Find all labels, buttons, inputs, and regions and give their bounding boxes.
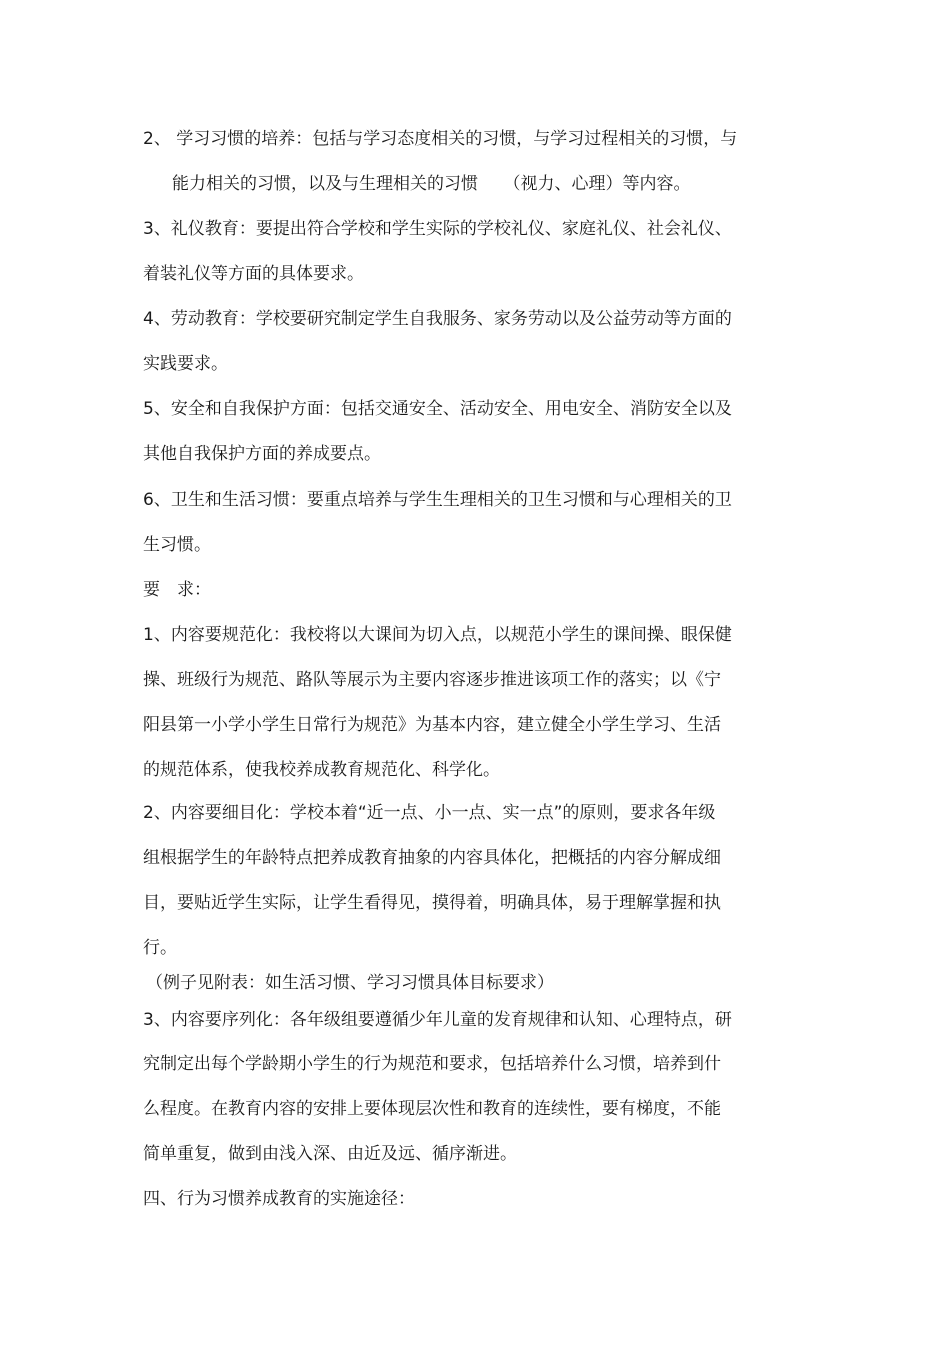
paragraph-line: 着装礼仪等方面的具体要求。 (143, 264, 364, 284)
paragraph-line: 1、内容要规范化：我校将以大课间为切入点，以规范小学生的课间操、眼保健 (143, 625, 732, 645)
paragraph-line: 生习惯。 (143, 535, 211, 555)
paragraph-line: 能力相关的习惯，以及与生理相关的习惯 （视力、心理）等内容。 (172, 174, 691, 194)
paragraph-line: 实践要求。 (143, 354, 228, 374)
paragraph-line: 行。 (143, 938, 177, 958)
paragraph-line: 3、内容要序列化：各年级组要遵循少年儿童的发育规律和认知、心理特点，研 (143, 1010, 732, 1030)
paragraph-line: 5、安全和自我保护方面：包括交通安全、活动安全、用电安全、消防安全以及 (143, 399, 732, 419)
paragraph-line: 其他自我保护方面的养成要点。 (143, 444, 381, 464)
paragraph-line: 6、卫生和生活习惯：要重点培养与学生生理相关的卫生习惯和与心理相关的卫 (143, 490, 732, 510)
note-line: （例子见附表：如生活习惯、学习习惯具体目标要求） (146, 973, 554, 993)
paragraph-line: 操、班级行为规范、路队等展示为主要内容逐步推进该项工作的落实；以《宁 (143, 670, 721, 690)
paragraph-line: 究制定出每个学龄期小学生的行为规范和要求，包括培养什么习惯，培养到什 (143, 1054, 721, 1074)
section-heading: 要 求： (143, 580, 211, 600)
paragraph-line: 的规范体系，使我校养成教育规范化、科学化。 (143, 760, 500, 780)
paragraph-line: 3、礼仪教育：要提出符合学校和学生实际的学校礼仪、家庭礼仪、社会礼仪、 (143, 219, 732, 239)
paragraph-line: 阳县第一小学小学生日常行为规范》为基本内容，建立健全小学生学习、生活 (143, 715, 721, 735)
paragraph-line: 目，要贴近学生实际，让学生看得见，摸得着，明确具体，易于理解掌握和执 (143, 893, 721, 913)
paragraph-line: 么程度。在教育内容的安排上要体现层次性和教育的连续性，要有梯度，不能 (143, 1099, 721, 1119)
paragraph-line: 4、劳动教育：学校要研究制定学生自我服务、家务劳动以及公益劳动等方面的 (143, 309, 732, 329)
section-heading: 四、行为习惯养成教育的实施途径： (143, 1189, 415, 1209)
paragraph-line: 组根据学生的年龄特点把养成教育抽象的内容具体化，把概括的内容分解成细 (143, 848, 721, 868)
paragraph-line: 简单重复，做到由浅入深、由近及远、循序渐进。 (143, 1144, 517, 1164)
paragraph-line: 2、 学习习惯的培养：包括与学习态度相关的习惯，与学习过程相关的习惯，与 (143, 129, 738, 149)
paragraph-line: 2、内容要细目化：学校本着“近一点、小一点、实一点”的原则，要求各年级 (143, 803, 716, 823)
